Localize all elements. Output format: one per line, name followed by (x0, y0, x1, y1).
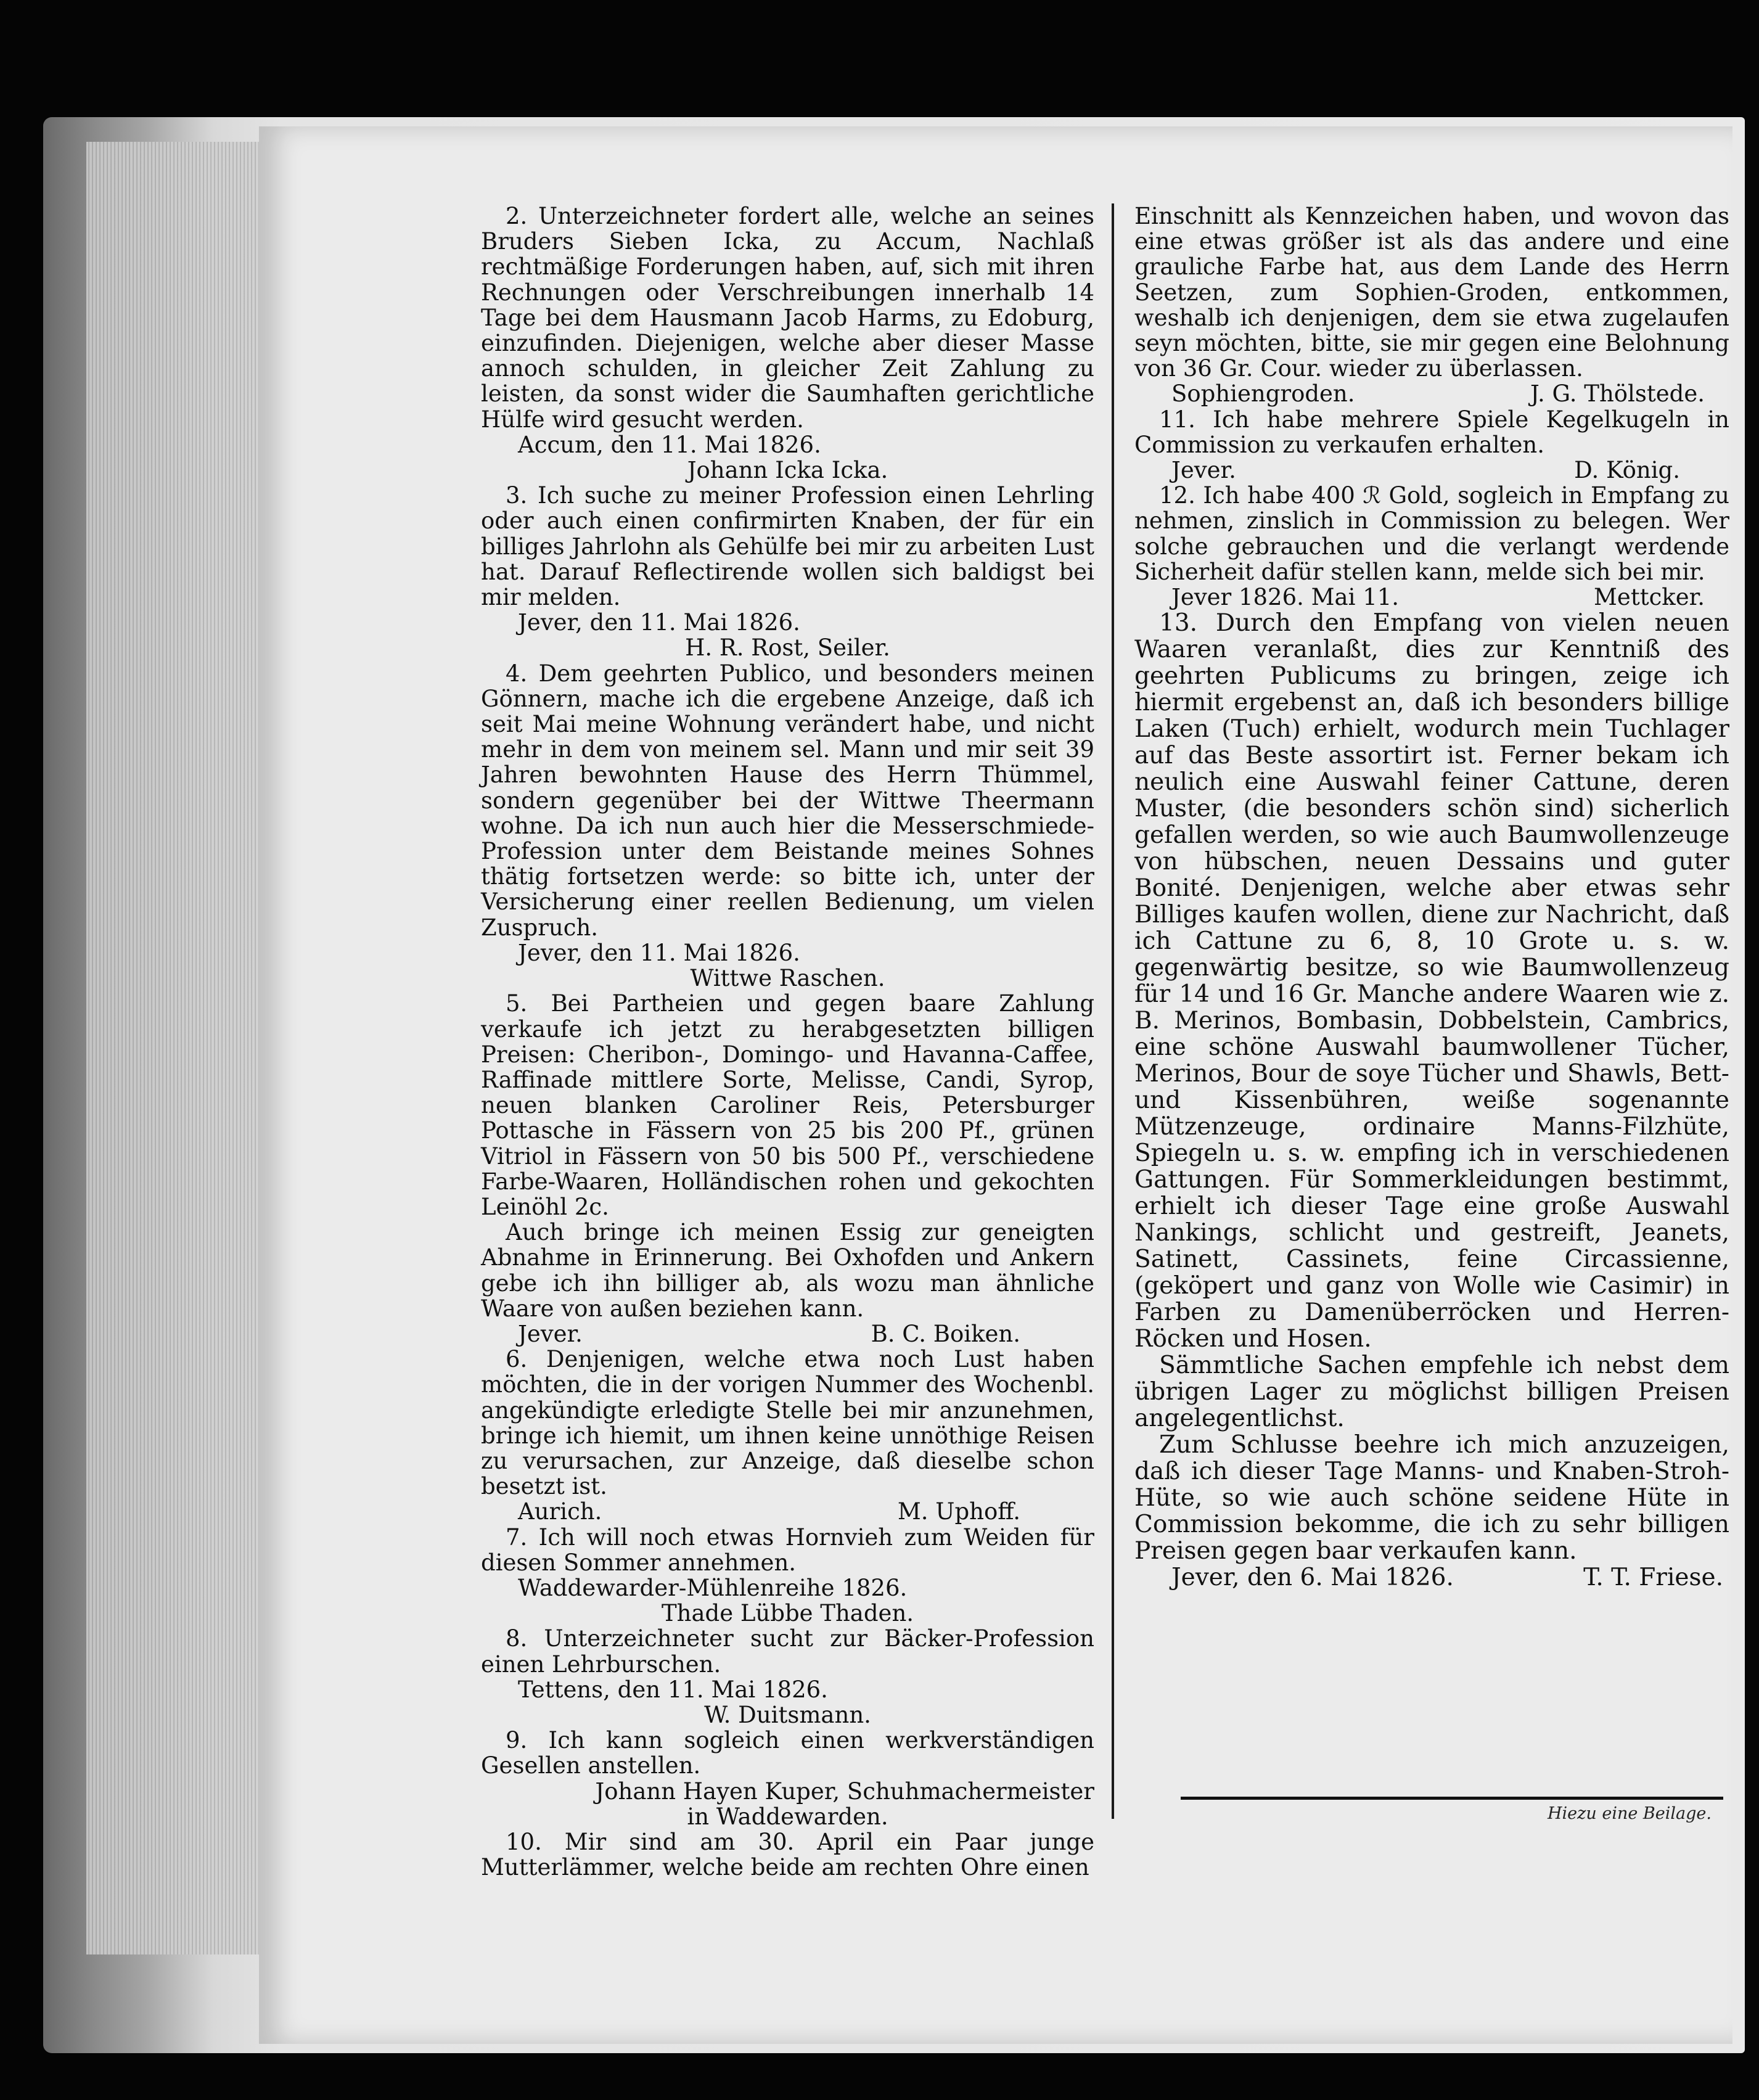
notice-3-place-date: Jever, den 11. Mai 1826. (518, 609, 800, 636)
notice-13-text2: Sämmtliche Sachen empfehle ich nebst dem übrigen Lager zu möglichst billigen Preisen angelegentlichst. (1134, 1351, 1729, 1433)
notice-2-signature: Johann Icka Icka. (687, 457, 888, 484)
notice-12-footer (1134, 584, 1729, 610)
notice-11-text: 11. Ich habe mehrere Spiele Kegelkugeln in Commission zu verkaufen erhalten. (1134, 406, 1729, 458)
notice-5-footer (481, 1321, 1094, 1347)
notice-7-text: 7. Ich will noch etwas Hornvieh zum Weiden für diesen Sommer annehmen. (481, 1524, 1094, 1576)
notice-8-text: 8. Unterzeichneter sucht zur Bäcker-Profession einen Lehrburschen. (481, 1625, 1094, 1678)
notice-4-signature: Wittwe Raschen. (690, 965, 885, 992)
notice-6-place: Aurich. (518, 1498, 602, 1525)
notice-9-signature2: in Waddewarden. (687, 1803, 888, 1830)
notice-11-signature: D. König. (1574, 457, 1680, 484)
notice-5-signature: B. C. Boiken. (871, 1320, 1020, 1347)
notice-13-signature: T. T. Friese. (1583, 1564, 1723, 1592)
bottom-rule (1181, 1797, 1723, 1800)
notice-13-place-date: Jever, den 6. Mai 1826. (1171, 1564, 1454, 1592)
notice-12-signature: Mettcker. (1594, 584, 1705, 611)
page-edges (86, 142, 271, 1954)
notice-11-footer (1134, 457, 1729, 483)
right-column (1134, 203, 1729, 1591)
notice-2-text: 2. Unterzeichneter fordert alle, welche an seines Bruders Sieben Icka, zu Accum, Nachlaß rechtmäßige Forderungen haben, auf, sich mit ihren Rechnungen oder Verschreibungen innerhalb 14 Tage bei dem Hausmann Jacob Harms, zu Edoburg, einzufinden. Diejenigen, welche aber dieser Masse annoch schulden, in gleicher Zeit Zahlung zu leisten, da sonst wider die Saumhaften gerichtliche Hülfe wird gesucht werden. (481, 203, 1094, 433)
notice-6-footer (481, 1499, 1094, 1524)
notice-12-text: 12. Ich habe 400 ℛ Gold, sogleich in Empfang zu nehmen, zinslich in Commission zu belegen. Wer solche gebrauchen und die verlangt werdende Sicherheit dafür stellen kann, melde sich bei mir. (1134, 482, 1729, 585)
notice-13-text3: Zum Schlusse beehre ich mich anzuzeigen, daß ich dieser Tage Manns- und Knaben-Stroh-Hüte, so wie auch schöne seidene Hüte in Commission bekomme, die ich zu sehr billigen Preisen gegen baar verkaufen kann. (1134, 1431, 1729, 1565)
notice-10-signature: J. G. Thölstede. (1530, 380, 1705, 408)
left-column (481, 203, 1094, 1880)
notice-8-place-date: Tettens, den 11. Mai 1826. (518, 1676, 828, 1703)
notice-13-text: 13. Durch den Empfang von vielen neuen Waaren veranlaßt, dies zur Kenntniß des geehrten Publicums zu bringen, zeige ich hiermit ergebenst an, daß ich besonders billige Laken (Tuch) erhielt, wodurch mein Tuchlager auf das Beste assortirt ist. Ferner bekam ich neulich eine Auswahl feiner Cattune, deren Muster, (die besonders schön sind) sicherlich gefallen werden, so wie auch Baumwollenzeuge von hübschen, neuen Dessains und guter Bonité. Denjenigen, welche aber etwas sehr Billiges kaufen wollen, diene zur Nachricht, daß ich Cattune zu 6, 8, 10 Grote u. s. w. gegenwärtig besitze, so wie Baumwollenzeug für 14 und 16 Gr. Manche andere Waaren wie z. B. Merinos, Bombasin, Dobbelstein, Cambrics, eine schöne Auswahl baumwollener Tücher, Merinos, Bour de soye Tücher und Shawls, Bett- und Kissenbühren, weiße sogenannte Mützenzeuge, ordinaire Manns-Filzhüte, Spiegeln u. s. w. empfing ich in verschiedenen Gattungen. Für Sommerkleidungen bestimmt, erhielt ich dieser Tage eine große Auswahl Nankings, schlicht und gestreift, Jeanets, Satinett, Cassinets, feine Circassienne, (geköpert und ganz von Wolle wie Casimir) in Farben zu Damenüberröcken und Herren-Röcken und Hosen. (1134, 609, 1729, 1353)
notice-10-footer (1134, 381, 1729, 406)
notice-5-text: 5. Bei Partheien und gegen baare Zahlung verkaufe ich jetzt zu herabgesetzten billigen Preisen: Cheribon-, Domingo- und Havanna-Caffee, Raffinade mittlere Sorte, Melisse, Candi, Syrop, neuen blanken Caroliner Reis, Petersburger Pottasche in Fässern von 25 bis 200 Pf., grünen Vitriol in Fässern von 50 bis 500 Pf., verschiedene Farbe-Waaren, Holländischen rohen und gekochten Leinöhl 2c. (481, 990, 1094, 1220)
notice-13 (1134, 610, 1729, 1591)
notice-5-place: Jever. (518, 1320, 583, 1347)
notice-4-place-date: Jever, den 11. Mai 1826. (518, 939, 800, 966)
notice-7-place-date: Waddewarder-Mühlenreihe 1826. (518, 1574, 908, 1601)
notice-13-footer (1134, 1564, 1729, 1591)
notice-10-continued: Einschnitt als Kennzeichen haben, und wovon das eine etwas größer ist als das andere und eine grauliche Farbe hat, aus dem Lande des Herrn Seetzen, zum Sophien-Groden, entkommen, weshalb ich denjenigen, dem sie etwa zugelaufen seyn möchten, bitte, sie mir gegen eine Belohnung von 36 Gr. Cour. wieder zu überlassen. (1134, 203, 1729, 382)
notice-8-signature: W. Duitsmann. (704, 1701, 871, 1728)
notice-5-text2: Auch bringe ich meinen Essig zur geneigten Abnahme in Erinnerung. Bei Oxhofden und Ankern gebe ich ihn billiger ab, als wozu man ähnliche Waare von außen beziehen kann. (481, 1219, 1094, 1322)
notice-10-place: Sophiengroden. (1171, 380, 1355, 408)
notice-4-text: 4. Dem geehrten Publico, und besonders meinen Gönnern, mache ich die ergebene Anzeige, daß ich seit Mai meine Wohnung verändert habe, und nicht mehr in dem von meinem sel. Mann und mir seit 39 Jahren bewohnten Hause des Herrn Thümmel, sondern gegenüber bei der Wittwe Theermann wohne. Da ich nun auch hier die Messerschmiede-Profession unter dem Beistande meines Sohnes thätig fortsetzen werde: so bitte ich, unter der Versicherung einer reellen Bedienung, um vielen Zuspruch. (481, 660, 1094, 941)
notice-2-place-date: Accum, den 11. Mai 1826. (518, 431, 821, 458)
column-divider (1112, 203, 1114, 1819)
notice-6-text: 6. Denjenigen, welche etwa noch Lust haben möchten, die in der vorigen Nummer des Wochenbl. angekündigte erledigte Stelle bei mir anzunehmen, bringe ich hiemit, um ihnen keine unnöthige Reisen zu verursachen, zur Anzeige, daß dieselbe schon besetzt ist. (481, 1346, 1094, 1500)
notice-9-text: 9. Ich kann sogleich einen werkverständigen Gesellen anstellen. (481, 1727, 1094, 1779)
notice-11-place: Jever. (1171, 457, 1236, 484)
notice-7-signature: Thade Lübbe Thaden. (661, 1600, 914, 1627)
notice-3-signature: H. R. Rost, Seiler. (685, 634, 890, 662)
footer-note: Hiezu eine Beilage. (1548, 1804, 1712, 1823)
notice-6-signature: M. Uphoff. (897, 1498, 1020, 1525)
notice-12-place-date: Jever 1826. Mai 11. (1171, 584, 1400, 611)
notice-9-signature: Johann Hayen Kuper, Schuhmachermeister (595, 1778, 1094, 1805)
notice-3-text: 3. Ich suche zu meiner Profession einen Lehrling oder auch einen confirmirten Knaben, der für ein billiges Jahrlohn als Gehülfe bei mir zu arbeiten Lust hat. Darauf Reflectirende wollen sich baldigst bei mir melden. (481, 482, 1094, 611)
notice-10-text: 10. Mir sind am 30. April ein Paar junge Mutterlämmer, welche beide am rechten Ohre einen (481, 1829, 1094, 1881)
